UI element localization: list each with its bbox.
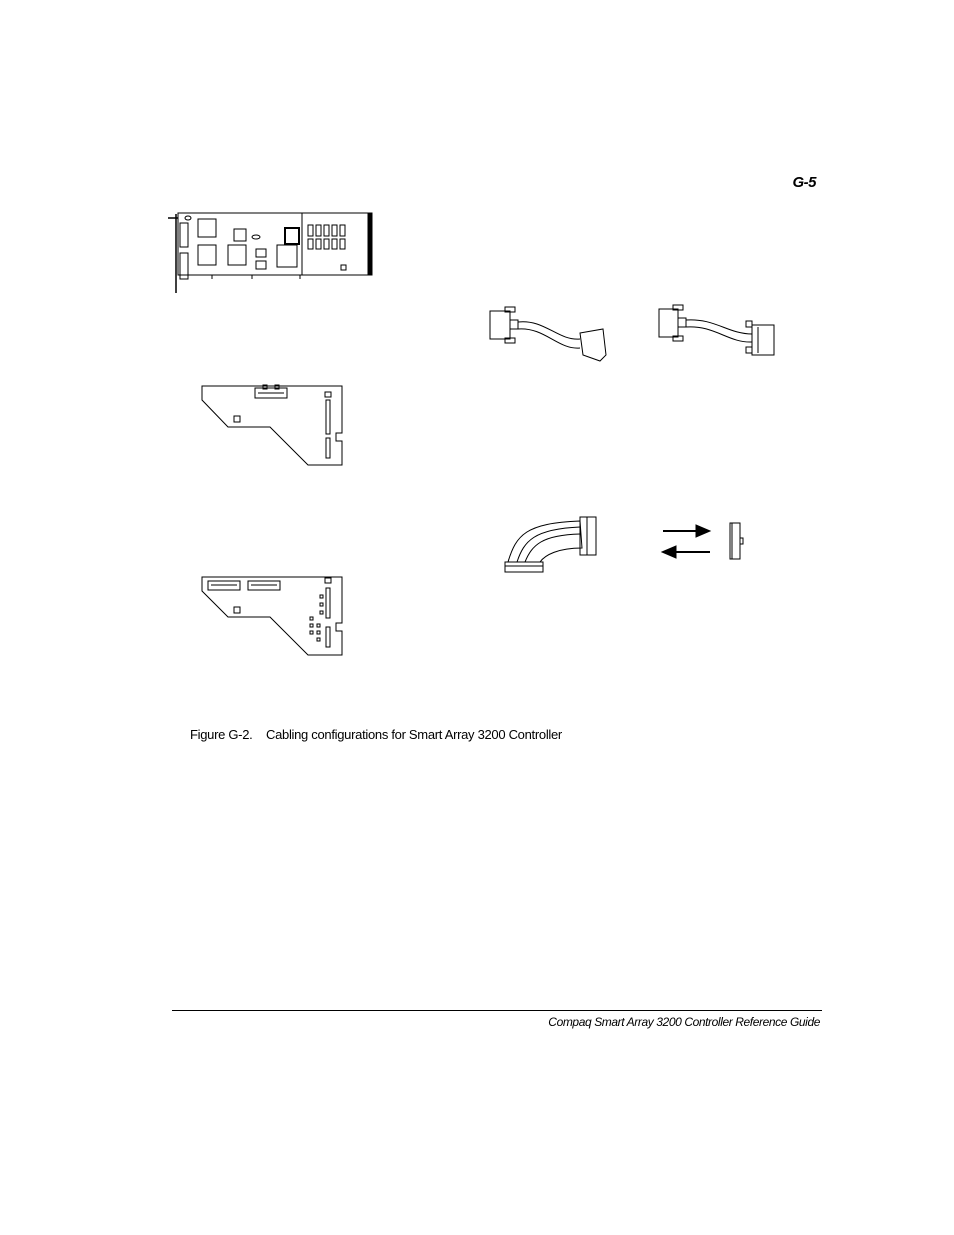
terminator-connector-illustration — [730, 523, 743, 559]
footer-rule — [172, 1010, 822, 1011]
controller-board-illustration — [168, 213, 372, 293]
figure-caption-label: Figure G-2. — [190, 727, 253, 742]
backplane-board-2-illustration — [202, 577, 342, 655]
cable-a-illustration — [490, 307, 606, 361]
footer-title: Compaq Smart Array 3200 Controller Reference Guide — [548, 1015, 820, 1029]
figure-caption — [190, 727, 562, 742]
direction-arrows-illustration — [662, 525, 710, 558]
cabling-figure — [160, 205, 800, 675]
figure-caption-text: Cabling configurations for Smart Array 3200 Controller — [266, 727, 562, 742]
ribbon-cable-illustration — [505, 517, 596, 572]
cable-b-illustration — [659, 305, 774, 355]
page-number: G-5 — [792, 174, 816, 191]
backplane-board-1-illustration — [202, 385, 342, 465]
